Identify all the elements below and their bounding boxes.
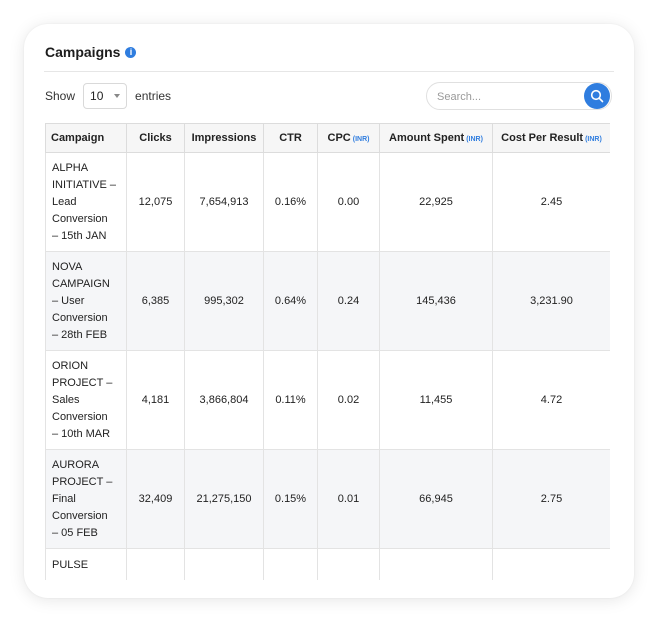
campaign-name-cell: ORION PROJECT – Sales Conversion – 10th MAR — [46, 351, 127, 450]
search-icon — [590, 89, 604, 103]
cpc-cell: 0.02 — [318, 351, 380, 450]
info-icon[interactable]: i — [125, 47, 136, 58]
campaigns-table-container — [45, 123, 610, 580]
column-header-ctr[interactable]: CTR — [264, 124, 318, 153]
cost-per-result-cell: 4.72 — [493, 351, 611, 450]
page-length-control — [45, 82, 171, 110]
column-header-amount-spent[interactable]: Amount Spent (INR) — [380, 124, 493, 153]
column-header-cost-per-result[interactable]: Cost Per Result (INR) — [493, 124, 611, 153]
ctr-cell — [264, 549, 318, 581]
cpc-cell — [318, 549, 380, 581]
ctr-cell: 0.16% — [264, 153, 318, 252]
search-button[interactable] — [584, 83, 610, 109]
entries-label: entries — [135, 89, 172, 103]
table-row — [46, 450, 611, 549]
currency-unit: (INR) — [352, 136, 370, 143]
campaign-name-cell: NOVA CAMPAIGN – User Conversion – 28th FEB — [46, 252, 127, 351]
cost-per-result-cell — [493, 549, 611, 581]
campaign-name-cell: AURORA PROJECT – Final Conversion – 05 FEB — [46, 450, 127, 549]
impressions-cell: 7,654,913 — [185, 153, 264, 252]
amount-spent-cell: 11,455 — [380, 351, 493, 450]
cost-per-result-cell: 2.45 — [493, 153, 611, 252]
amount-spent-cell: 145,436 — [380, 252, 493, 351]
currency-unit: (INR) — [466, 136, 483, 143]
clicks-cell: 4,181 — [127, 351, 185, 450]
chevron-down-icon — [114, 94, 120, 98]
cost-per-result-cell: 3,231.90 — [493, 252, 611, 351]
impressions-cell — [185, 549, 264, 581]
cost-per-result-cell: 2.75 — [493, 450, 611, 549]
clicks-cell: 6,385 — [127, 252, 185, 351]
campaigns-table — [45, 123, 610, 580]
ctr-cell: 0.64% — [264, 252, 318, 351]
clicks-cell — [127, 549, 185, 581]
ctr-cell: 0.11% — [264, 351, 318, 450]
table-header-row — [46, 124, 611, 153]
currency-unit: (INR) — [585, 136, 602, 143]
clicks-cell: 32,409 — [127, 450, 185, 549]
card-title: Campaigns — [45, 44, 121, 60]
impressions-cell: 21,275,150 — [185, 450, 264, 549]
column-header-campaign[interactable]: Campaign — [46, 124, 127, 153]
header-divider — [44, 71, 614, 72]
campaign-name-cell: PULSE — [46, 549, 127, 581]
show-label: Show — [45, 89, 76, 103]
cpc-cell: 0.24 — [318, 252, 380, 351]
column-header-cpc[interactable]: CPC (INR) — [318, 124, 380, 153]
amount-spent-cell — [380, 549, 493, 581]
impressions-cell: 3,866,804 — [185, 351, 264, 450]
table-row — [46, 549, 611, 581]
table-controls — [45, 82, 612, 112]
column-header-impressions[interactable]: Impressions — [185, 124, 264, 153]
clicks-cell: 12,075 — [127, 153, 185, 252]
campaigns-card — [24, 24, 634, 598]
search-input[interactable] — [435, 87, 579, 107]
amount-spent-cell: 66,945 — [380, 450, 493, 549]
table-row — [46, 252, 611, 351]
campaign-name-cell: ALPHA INITIATIVE – Lead Conversion – 15th JAN — [46, 153, 127, 252]
impressions-cell: 995,302 — [185, 252, 264, 351]
entries-value: 10 — [90, 89, 104, 103]
cpc-cell: 0.00 — [318, 153, 380, 252]
entries-select[interactable] — [83, 83, 127, 109]
table-row — [46, 153, 611, 252]
amount-spent-cell: 22,925 — [380, 153, 493, 252]
ctr-cell: 0.15% — [264, 450, 318, 549]
cpc-cell: 0.01 — [318, 450, 380, 549]
table-row — [46, 351, 611, 450]
card-header — [45, 42, 136, 62]
search-box — [426, 82, 612, 110]
column-header-clicks[interactable]: Clicks — [127, 124, 185, 153]
